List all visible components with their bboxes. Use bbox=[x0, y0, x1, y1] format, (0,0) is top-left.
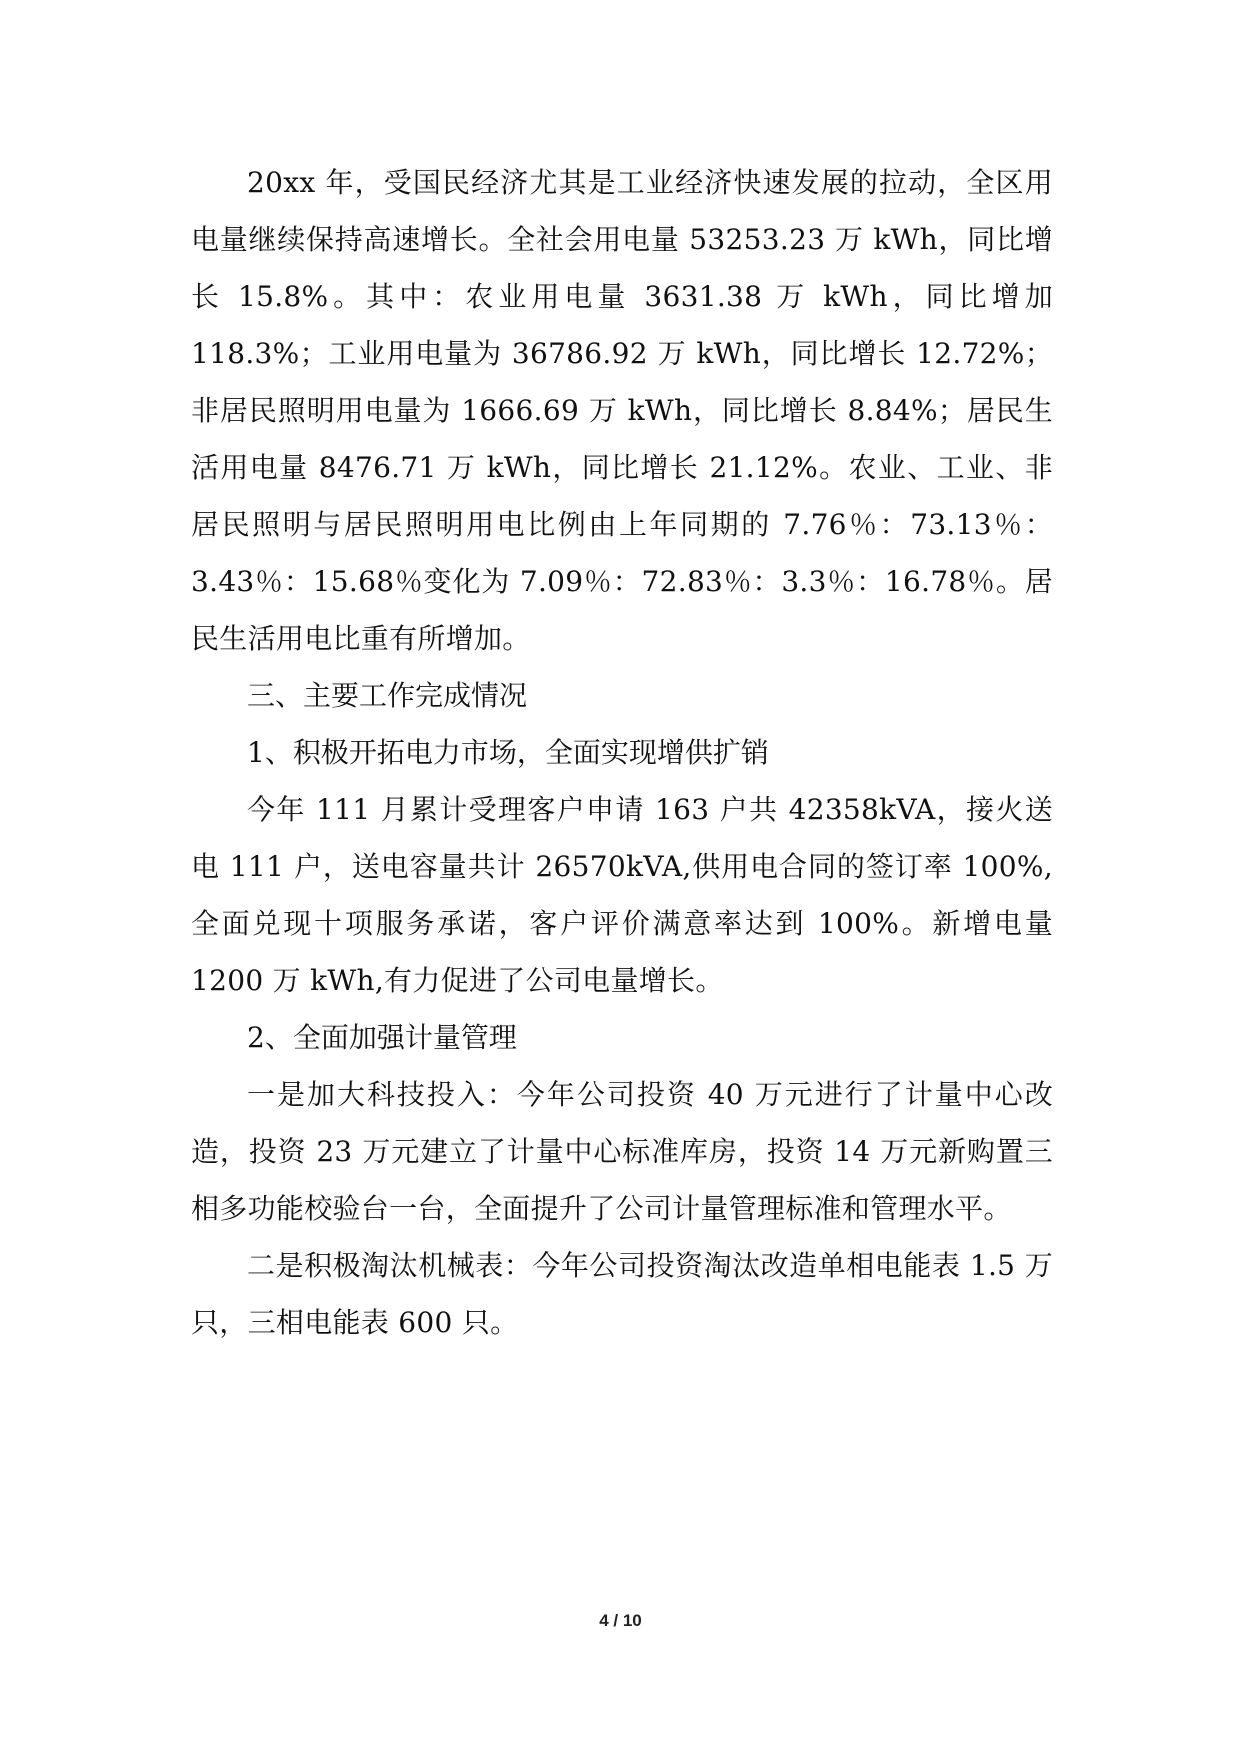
subheading-metering-management: 2、全面加强计量管理 bbox=[247, 1021, 517, 1054]
paragraph-electricity-consumption: 20xx 年，受国民经济尤其是工业经济快速发展的拉动，全区用电量继续保持高速增长。全社会用电量 53253.23 万 kWh，同比增长 15.8%。其中：农业用电量 3631.38 万 kWh，同比增加 118.3%；工业用电量为 36786.92 万 kWh，同比增长 12.72%；非居民照明用电量为 1666.69 万 kWh，同比增长 8.84%；居民生活用电量 8476.71 万 kWh，同比增长 21.12%。农业、工业、非居民照明与居民照明用电比例由上年同期的 7.76％：73.13％：3.43％：15.68％变化为 7.09％：72.83％：3.3％：16.78％。居民生活用电比重有所增加。 bbox=[191, 166, 1053, 655]
paragraph-tech-investment: 一是加大科技投入：今年公司投资 40 万元进行了计量中心改造，投资 23 万元建立了计量中心标准库房，投资 14 万元新购置三相多功能校验台一台，全面提升了公司计量管理标准和管理水平。 bbox=[191, 1078, 1053, 1225]
paragraph-mechanical-meters: 二是积极淘汰机械表：今年公司投资淘汰改造单相电能表 1.5 万只，三相电能表 600 只。 bbox=[191, 1249, 1053, 1339]
page-number: 4 / 10 bbox=[599, 1611, 642, 1630]
paragraph-customer-applications: 今年 111 月累计受理客户申请 163 户共 42358kVA，接火送电 111 户，送电容量共计 26570kVA,供用电合同的签订率 100%,全面兑现十项服务承诺，客户评价满意率达到 100%。新增电量 1200 万 kWh,有力促进了公司电量增长。 bbox=[191, 793, 1053, 997]
section-heading-main-work: 三、主要工作完成情况 bbox=[247, 679, 528, 712]
subheading-market-expansion: 1、积极开拓电力市场，全面实现增供扩销 bbox=[247, 736, 769, 769]
document-body bbox=[191, 154, 1053, 1351]
